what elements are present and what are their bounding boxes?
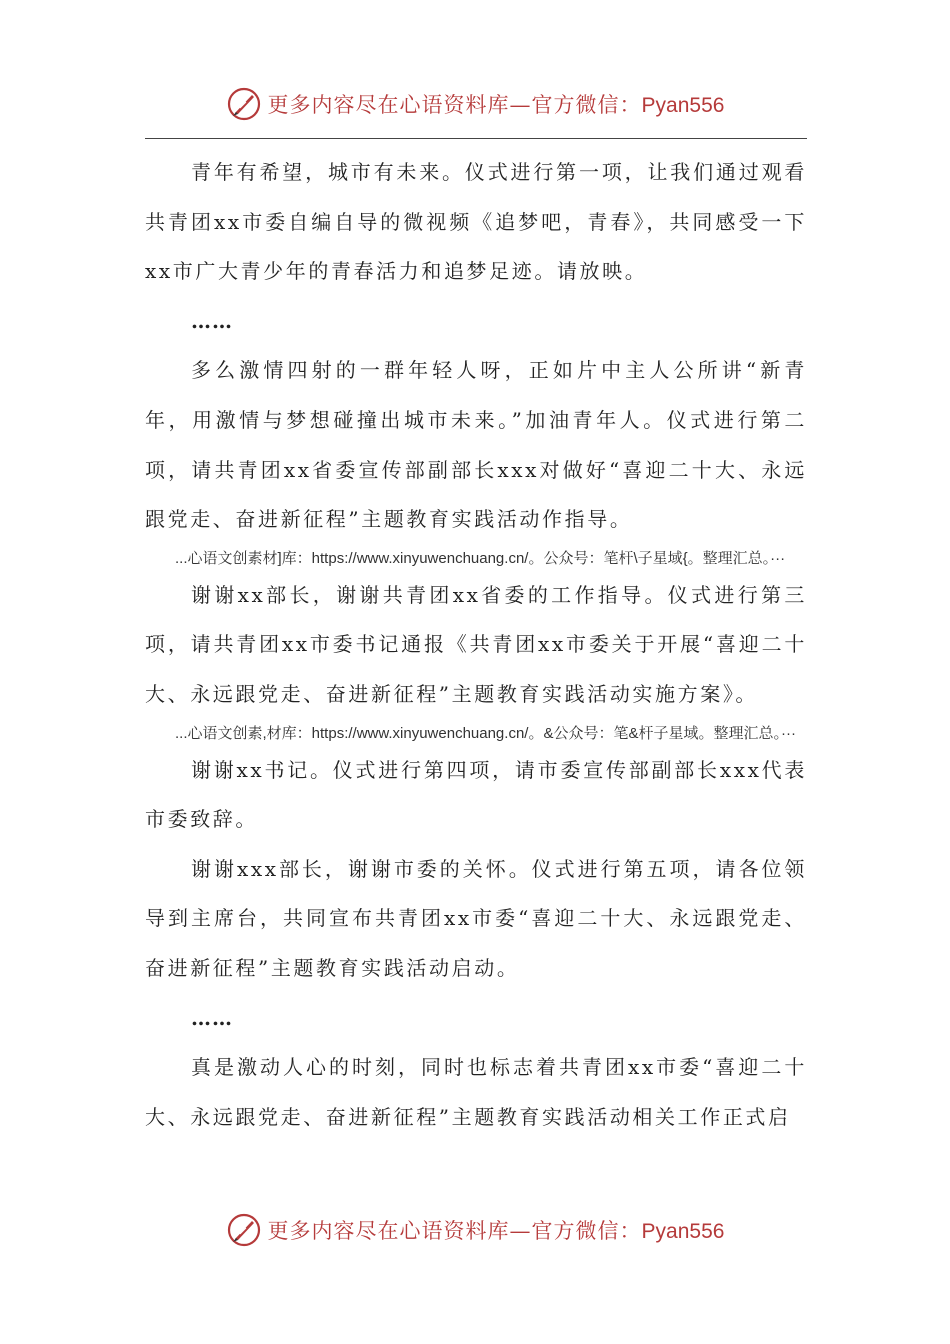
watermark-note: ...心语文创素,材库：https://www.xinyuwenchuang.cn/。&公众号：笔&杆子星域。整理汇总。··· [175, 724, 796, 742]
footer-wechat-id: Pyan556 [641, 1220, 725, 1243]
paragraph: 谢谢xxx部长，谢谢市委的关怀。仪式进行第五项，请各位领导到主席台，共同宣布共青团xx市委“喜迎二十大、永远跟党走、奋进新征程”主题教育实践活动启动。 [145, 856, 807, 980]
watermark-note: ...心语文创素材]库：https://www.xinyuwenchuang.cn/。公众号：笔杆\子星域{。整理汇总。··· [175, 549, 786, 567]
quill-logo-icon [226, 1212, 262, 1248]
ellipsis: …… [191, 1005, 233, 1030]
paragraph: 谢谢xx书记。仪式进行第四项，请市委宣传部副部长xxx代表市委致辞。 [145, 757, 807, 832]
ellipsis: …… [191, 308, 233, 333]
header-divider [145, 138, 807, 139]
header-wechat-id: Pyan556 [641, 94, 725, 117]
footer-banner-text: 更多内容尽在心语资料库—官方微信：Pyan556 [267, 1219, 725, 1243]
header-banner [0, 82, 950, 126]
quill-logo-icon [226, 86, 262, 122]
footer-banner [0, 1208, 950, 1252]
header-banner-text: 更多内容尽在心语资料库—官方微信：Pyan556 [267, 93, 725, 117]
paragraph: 多么激情四射的一群年轻人呀，正如片中主人公所讲“新青年，用激情与梦想碰撞出城市未来。”加油青年人。仪式进行第二项，请共青团xx省委宣传部副部长xxx对做好“喜迎二十大、永远跟党走、奋进新征程”主题教育实践活动作指导。 [145, 358, 807, 532]
paragraph: 真是激动人心的时刻，同时也标志着共青团xx市委“喜迎二十大、永远跟党走、奋进新征程”主题教育实践活动相关工作正式启 [145, 1055, 807, 1129]
paragraph: 青年有希望，城市有未来。仪式进行第一项，让我们通过观看共青团xx市委自编自导的微视频《追梦吧，青春》，共同感受一下xx市广大青少年的青春活力和追梦足迹。请放映。 [145, 160, 807, 284]
document-body [145, 148, 807, 1142]
paragraph: 谢谢xx部长，谢谢共青团xx省委的工作指导。仪式进行第三项，请共青团xx市委书记通报《共青团xx市委关于开展“喜迎二十大、永远跟党走、奋进新征程”主题教育实践活动实施方案》。 [145, 582, 807, 706]
